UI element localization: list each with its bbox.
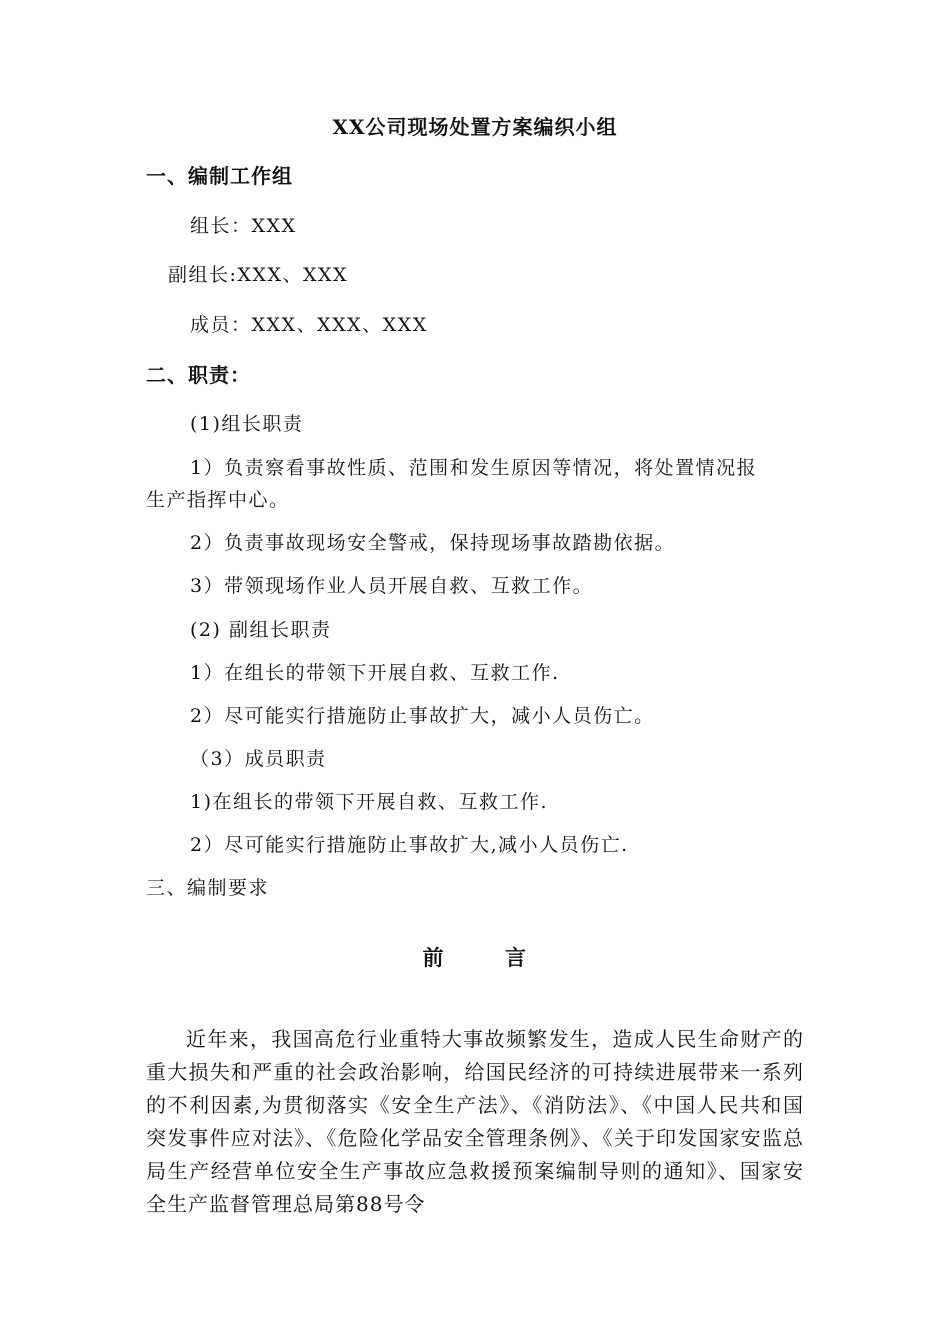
member-duty-2: 2）尽可能实行措施防止事故扩大,减小人员伤亡. [190, 834, 629, 856]
members-line: 成员：XXX、XXX、XXX [190, 314, 428, 336]
preface-title [0, 946, 950, 970]
preface-body [146, 1023, 804, 1221]
leader-duties-title: (1)组长职责 [190, 413, 304, 435]
leader-duty-1-line1: 1）负责察看事故性质、范围和发生原因等情况，将处置情况报 [190, 457, 758, 479]
section1-heading: 一、编制工作组 [146, 164, 293, 188]
section3-heading: 三、编制要求 [146, 877, 270, 899]
leader-duty-1-line2: 生产指挥中心。 [146, 489, 290, 511]
document-title: XX公司现场处置方案编织小组 [332, 115, 618, 139]
member-duties-title: （3）成员职责 [190, 748, 327, 770]
section2-heading: 二、职责： [146, 363, 251, 387]
preface-paragraph: 近年来，我国高危行业重特大事故频繁发生，造成人民生命财产的重大损失和严重的社会政治影响，给国民经济的可持续进展带来一系列的不利因素,为贯彻落实《安全生产法》、《消防法》、《中国人民共和国突发事件应对法》、《危险化学品安全管理条例》、《关于印发国家安监总局生产经营单位安全生产事故应急救援预案编制导则的通知》、国家安全生产监督管理总局第88号令 [146, 1027, 804, 1216]
preface-title-left: 前 [422, 945, 445, 970]
leader-duty-2: 2）负责事故现场安全警戒，保持现场事故踏勘依据。 [190, 532, 676, 554]
member-duty-1: 1)在组长的带领下开展自救、互救工作. [190, 791, 549, 813]
deputy-leader-line: 副组长:XXX、XXX [168, 264, 349, 286]
deputy-duty-2: 2）尽可能实行措施防止事故扩大，减小人员伤亡。 [190, 705, 655, 727]
deputy-duty-1: 1）在组长的带领下开展自救、互救工作. [190, 662, 560, 684]
deputy-duties-title: (2) 副组长职责 [190, 619, 332, 641]
leader-line: 组长：XXX [190, 215, 297, 237]
preface-title-right: 言 [505, 945, 528, 970]
leader-duty-3: 3）带领现场作业人员开展自救、互救工作。 [190, 575, 594, 597]
